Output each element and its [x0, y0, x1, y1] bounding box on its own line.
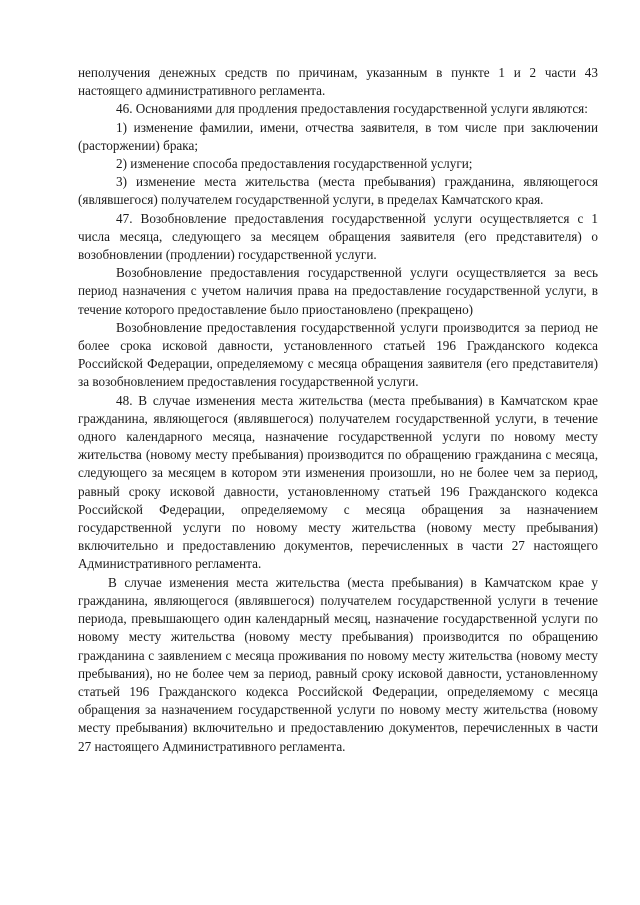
paragraph-relocation-long: В случае изменения места жительства (места пребывания) в Камчатском крае у гражданина, являющегося (являвшегося) получателем государственной услуги в течение периода, превышающего один календарный месяц, назначение государственной услуги по новому месту жительства (новому месту пребывания) производится по обращению гражданина с заявлением с месяца проживания по новому месту жительства (новому месту пребывания), но не более чем за период, равный сроку исковой давности, установленному статьей 196 Гражданского кодекса Российской Федерации, определяемому с месяца обращения за назначением государственной услуги по новому месту жительства (новому месту пребывания) включительно и предоставлению документов, перечисленных в части 27 настоящего Административного регламента.: [78, 574, 598, 754]
paragraph-resumption-limit: Возобновление предоставления государственной услуги производится за период не более срока исковой давности, установленного статьей 196 Гражданского кодекса Российской Федерации, определяемому с месяца обращения заявителя (его представителя) за возобновлением предоставления государственной услуги.: [78, 319, 598, 390]
list-item-2: 2) изменение способа предоставления государственной услуги;: [116, 156, 473, 172]
paragraph-47: 47. Возобновление предоставления государственной услуги осуществляется с 1 числа месяца, следующего за месяцем обращения заявителя (его представителя) о возобновлении (продлении) государственной услуги.: [78, 210, 598, 263]
list-item-1: 1) изменение фамилии, имени, отчества заявителя, в том числе при заключении (расторжении) брака;: [78, 119, 598, 153]
list-item-3: 3) изменение места жительства (места пребывания) гражданина, являющегося (являвшегося) получателем государственной услуги, в пределах Камчатского края.: [78, 174, 598, 208]
paragraph-48: 48. В случае изменения места жительства (места пребывания) в Камчатском крае гражданина, являющегося (являвшегося) получателем государственной услуги, в течение одного календарного месяца, назначение государственной услуги по новому месту жительства (новому месту пребывания) производится по обращению гражданина с месяца, следующего за месяцем в котором эти изменения произошли, но не более чем за период, равный сроку исковой давности, установленному статьей 196 Гражданского кодекса Российской Федерации, определяемому с месяца обращения за назначением государственной услуги по новому месту жительства (новому месту пребывания) включительно и предоставлению документов, перечисленных в части 27 настоящего Административного регламента.: [78, 392, 598, 572]
document-body: [78, 64, 598, 756]
paragraph-resumption-period: Возобновление предоставления государственной услуги осуществляется за весь период назначения с учетом наличия права на предоставление государственной услуги, в течение которого предоставление было приостановлено (прекращено): [78, 265, 598, 317]
paragraph-continuation: неполучения денежных средств по причинам, указанным в пункте 1 и 2 части 43 настоящего административного регламента.: [78, 65, 598, 99]
paragraph-46: 46. Основаниями для продления предоставления государственной услуги являются:: [116, 101, 588, 117]
